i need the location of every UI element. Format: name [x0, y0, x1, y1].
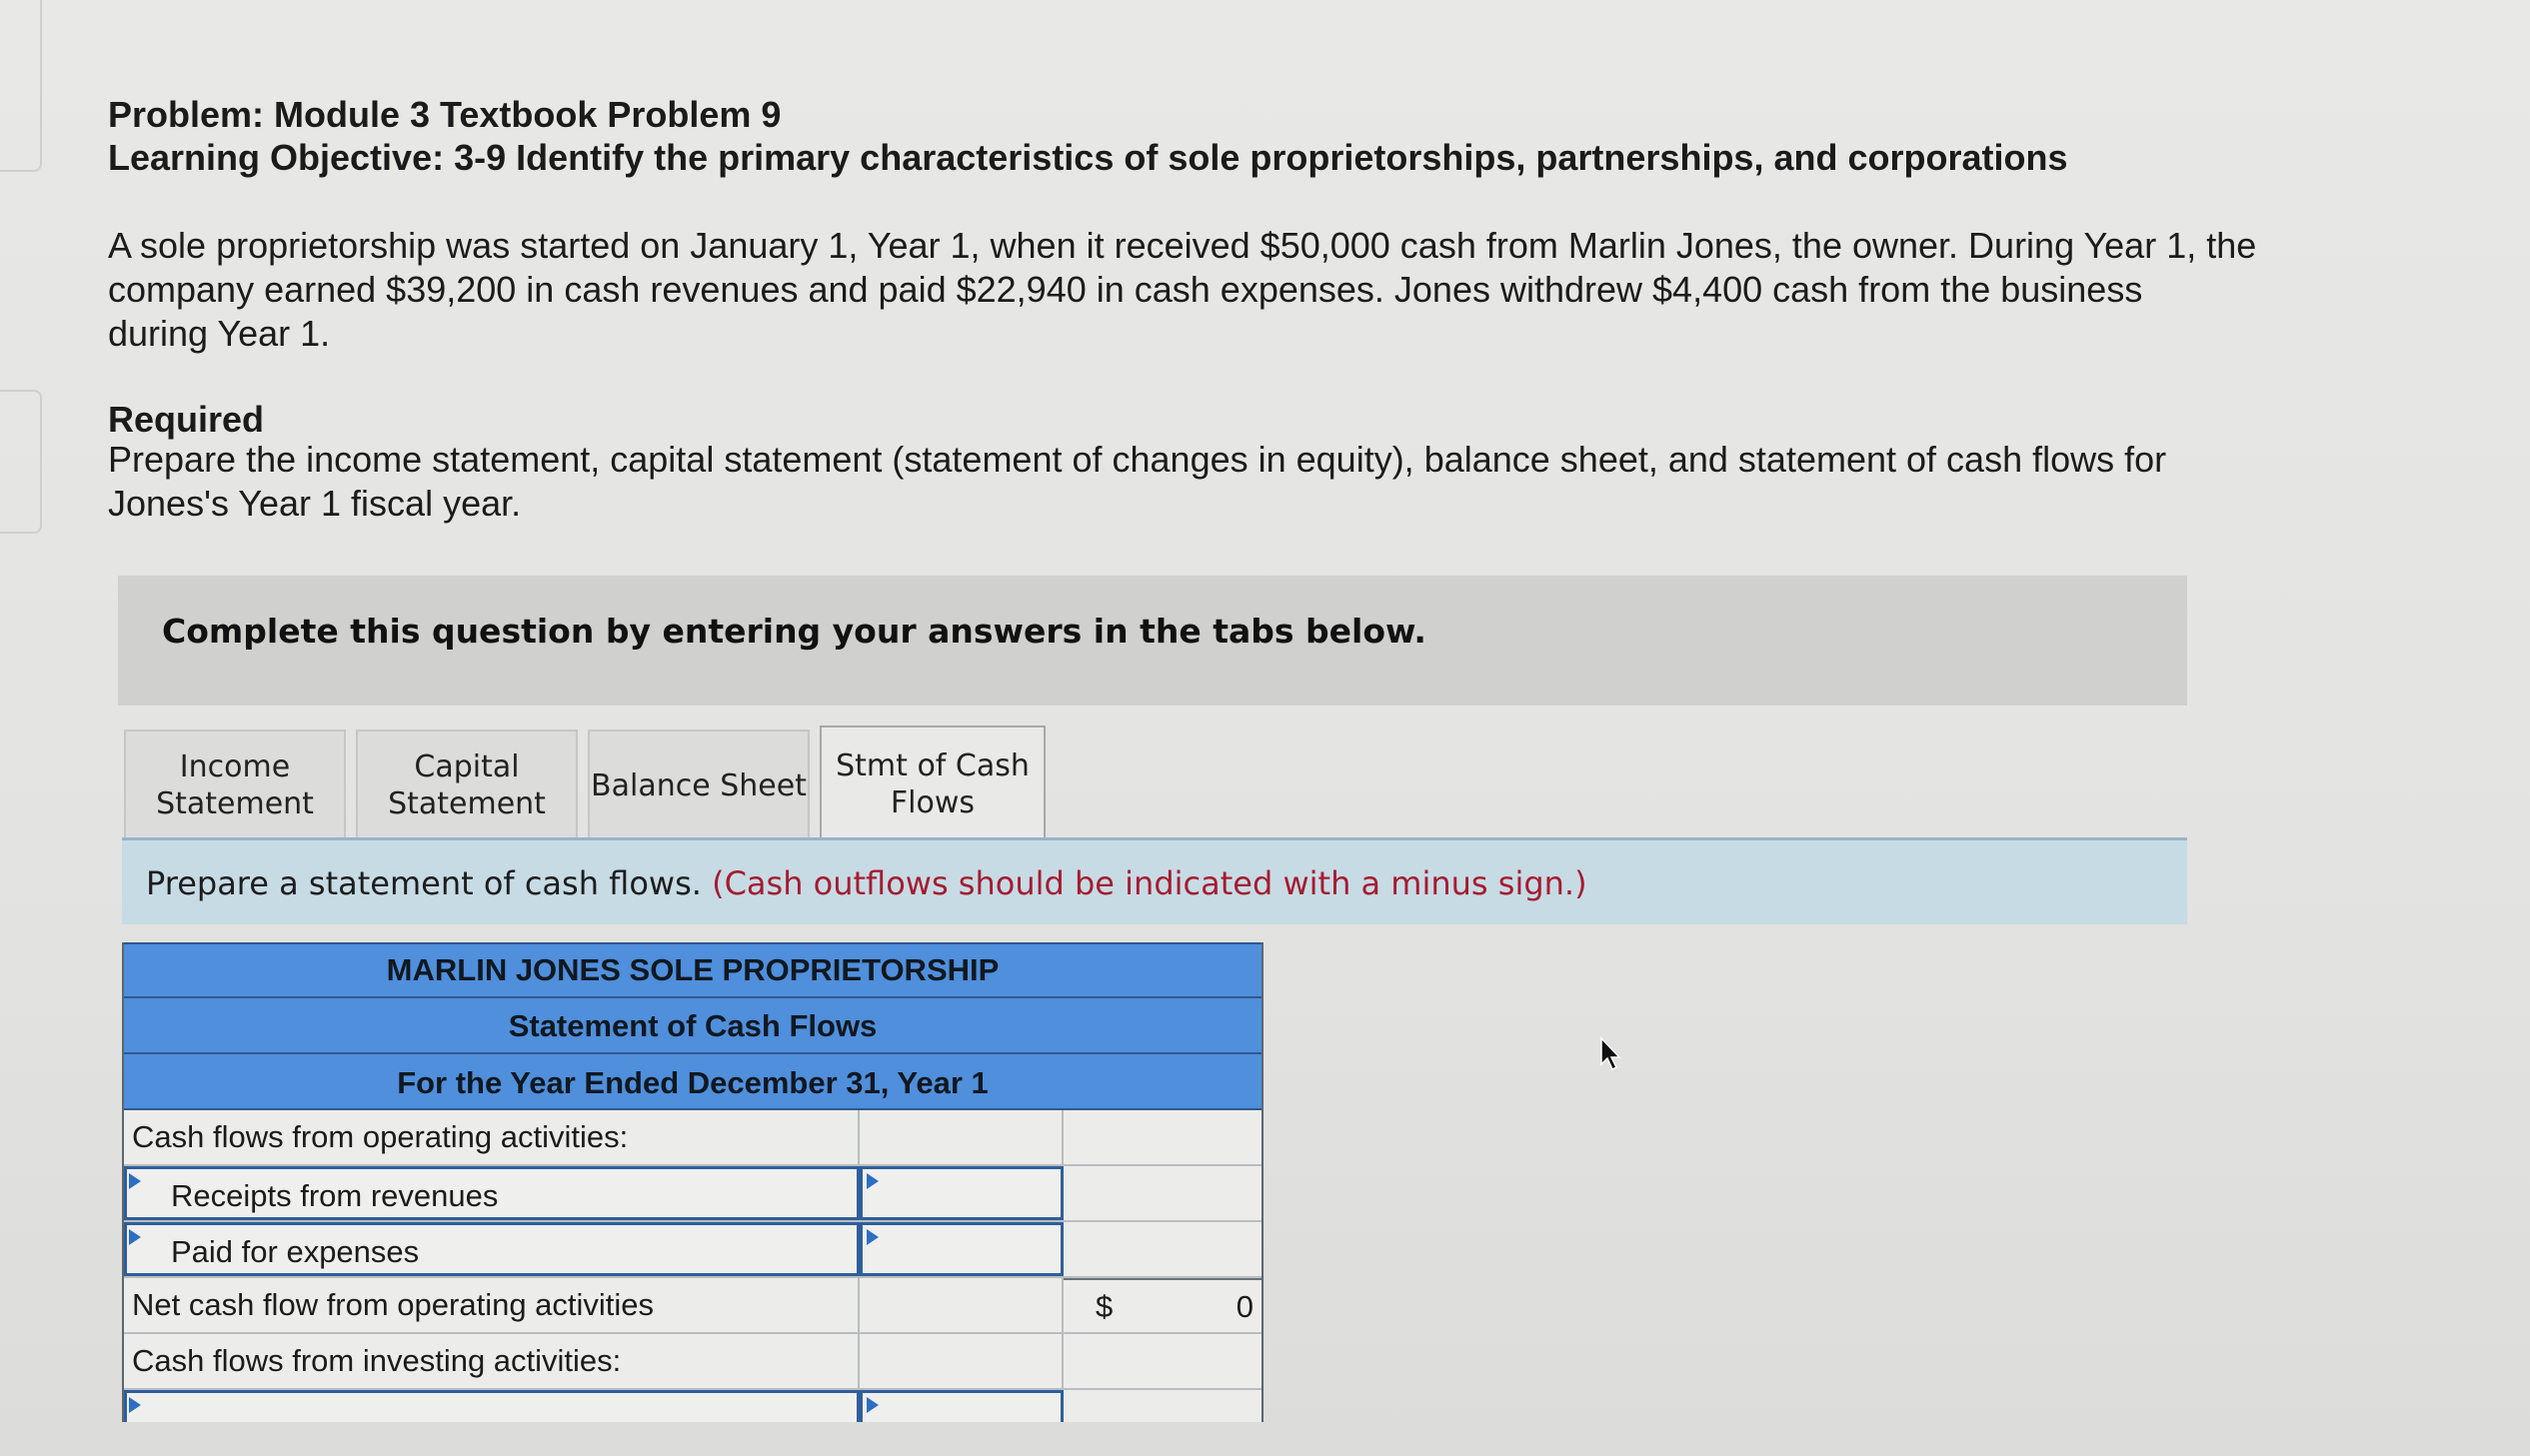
- tab-label-line1: Capital: [414, 749, 520, 784]
- statement-period-header: For the Year Ended December 31, Year 1: [124, 1052, 1262, 1110]
- row-total-cell: [1064, 1110, 1264, 1164]
- mouse-pointer-icon: [1599, 1036, 1623, 1072]
- left-panel-edge-lower: [0, 390, 42, 534]
- prompt-note: (Cash outflows should be indicated with a minus sign.): [712, 864, 1587, 902]
- table-row: [124, 1166, 1262, 1222]
- table-row: [124, 1278, 1262, 1334]
- row-total-cell: [1064, 1334, 1264, 1388]
- problem-line-1: A sole proprietorship was started on January 1, Year 1, when it received $50,000 cash from Marlin Jones, the owner. During Year 1, the: [108, 225, 2257, 266]
- required-heading: Required: [108, 399, 265, 440]
- row-amount-cell: [860, 1334, 1064, 1388]
- tab-label-line2: Flows: [890, 785, 976, 820]
- table-row: [124, 1110, 1262, 1166]
- row-label: Receipts from revenues: [171, 1178, 499, 1213]
- investing-label-input[interactable]: [124, 1390, 860, 1422]
- dropdown-marker-icon: [129, 1173, 141, 1189]
- tab-income-statement[interactable]: [124, 729, 346, 839]
- currency-symbol: $: [1096, 1289, 1114, 1324]
- prompt-text: [146, 864, 1587, 902]
- tab-label-line1: Balance Sheet: [591, 767, 807, 803]
- row-total-cell: [1064, 1166, 1264, 1220]
- net-operating-total: [1064, 1278, 1264, 1332]
- expenses-amount-input[interactable]: [860, 1222, 1064, 1276]
- receipts-amount-input[interactable]: [860, 1166, 1064, 1220]
- row-label: Net cash flow from operating activities: [124, 1278, 860, 1332]
- learning-objective: Learning Objective: 3-9 Identify the primary characteristics of sole proprietorships, partnerships, and corporations: [108, 137, 2068, 178]
- tab-capital-statement[interactable]: [356, 729, 578, 839]
- company-name-header: MARLIN JONES SOLE PROPRIETORSHIP: [124, 942, 1262, 998]
- row-total-cell: [1064, 1390, 1264, 1422]
- problem-description: [108, 224, 2407, 356]
- left-panel-edge: [0, 0, 42, 172]
- tab-label-line1: Stmt of Cash: [836, 748, 1030, 783]
- dropdown-marker-icon: [129, 1397, 141, 1413]
- row-label: Paid for expenses: [171, 1234, 420, 1269]
- tab-label-line2: Statement: [388, 786, 546, 821]
- prompt-main: Prepare a statement of cash flows.: [146, 864, 702, 902]
- row-amount-cell: [860, 1110, 1064, 1164]
- row-amount-cell: [860, 1278, 1064, 1332]
- expenses-label-input[interactable]: [124, 1222, 860, 1276]
- row-label: Cash flows from operating activities:: [124, 1110, 860, 1164]
- instruction-banner: [118, 576, 2187, 706]
- table-row: [124, 1390, 1262, 1422]
- dropdown-marker-icon: [867, 1173, 879, 1189]
- instruction-text: Complete this question by entering your answers in the tabs below.: [162, 612, 1426, 651]
- row-label: Cash flows from investing activities:: [124, 1334, 860, 1388]
- statement-title-header: Statement of Cash Flows: [124, 996, 1262, 1054]
- net-operating-value: 0: [1236, 1289, 1254, 1324]
- table-row: [124, 1222, 1262, 1278]
- dropdown-marker-icon: [867, 1397, 879, 1413]
- required-line-1: Prepare the income statement, capital statement (statement of changes in equity), balance sheet, and statement of cash flows for: [108, 439, 2167, 480]
- required-description: [108, 438, 2407, 526]
- cash-flow-statement-table: [122, 942, 1264, 1422]
- dropdown-marker-icon: [867, 1229, 879, 1245]
- problem-title: Problem: Module 3 Textbook Problem 9: [108, 94, 782, 135]
- dropdown-marker-icon: [129, 1229, 141, 1245]
- row-total-cell: [1064, 1222, 1264, 1276]
- required-line-2: Jones's Year 1 fiscal year.: [108, 483, 522, 524]
- tab-balance-sheet[interactable]: [588, 729, 810, 839]
- tab-label-line2: Statement: [156, 786, 314, 821]
- receipts-label-input[interactable]: [124, 1166, 860, 1220]
- problem-line-3: during Year 1.: [108, 313, 331, 354]
- table-row: [124, 1334, 1262, 1390]
- tab-stmt-of-cash-flows[interactable]: [820, 726, 1046, 841]
- prompt-bar: [122, 840, 2187, 924]
- investing-amount-input[interactable]: [860, 1390, 1064, 1422]
- tab-label-line1: Income: [179, 749, 291, 784]
- problem-line-2: company earned $39,200 in cash revenues and paid $22,940 in cash expenses. Jones withdrew $4,400 cash from the business: [108, 269, 2143, 310]
